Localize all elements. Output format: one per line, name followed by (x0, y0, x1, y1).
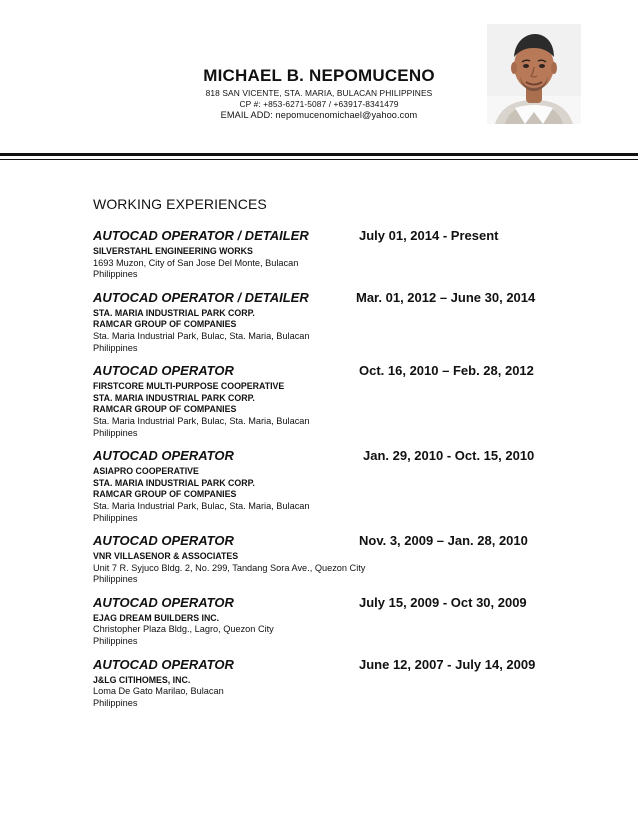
experience-entry (93, 533, 553, 586)
resume-header (0, 0, 638, 150)
experience-entry-header (93, 363, 553, 381)
experience-entry-header (93, 228, 553, 246)
experience-country: Philippines (93, 269, 138, 280)
header-divider-thin (0, 159, 638, 160)
experience-company-group: RAMCAR GROUP OF COMPANIES (93, 319, 237, 330)
experience-agency: FIRSTCORE MULTI-PURPOSE COOPERATIVE (93, 381, 285, 392)
experience-company: J&LG CITIHOMES, INC. (93, 674, 191, 685)
experience-role: AUTOCAD OPERATOR (93, 533, 234, 549)
experience-entry (93, 657, 553, 710)
experience-address: Christopher Plaza Bldg., Lagro, Quezon City (93, 624, 274, 635)
applicant-phone: CP #: +853-6271-5087 / +63917-8341479 (239, 99, 399, 109)
experience-company-group: RAMCAR GROUP OF COMPANIES (93, 404, 237, 415)
experience-address: Sta. Maria Industrial Park, Bulac, Sta. Maria, Bulacan (93, 415, 310, 426)
experience-list (93, 228, 553, 718)
experience-company: STA. MARIA INDUSTRIAL PARK CORP. (93, 392, 255, 403)
experience-entry (93, 228, 553, 281)
experience-entry (93, 448, 553, 524)
experience-role: AUTOCAD OPERATOR / DETAILER (93, 289, 309, 305)
applicant-name: MICHAEL B. NEPOMUCENO (203, 66, 435, 85)
working-experiences-heading: WORKING EXPERIENCES (93, 196, 267, 212)
experience-address: 1693 Muzon, City of San Jose Del Monte, Bulacan (93, 257, 299, 268)
experience-address: Sta. Maria Industrial Park, Bulac, Sta. Maria, Bulacan (93, 330, 310, 341)
experience-role: AUTOCAD OPERATOR (93, 594, 234, 610)
experience-entry (93, 363, 553, 439)
experience-address: Loma De Gato Marilao, Bulacan (93, 686, 224, 697)
experience-date: July 15, 2009 - Oct 30, 2009 (359, 594, 527, 610)
experience-date: July 01, 2014 - Present (359, 228, 499, 243)
experience-address: Unit 7 R. Syjuco Bldg. 2, No. 299, Tandang Sora Ave., Quezon City (93, 562, 366, 573)
experience-role: AUTOCAD OPERATOR (93, 448, 234, 464)
experience-entry-header (93, 533, 553, 551)
experience-entry-header (93, 595, 553, 613)
experience-country: Philippines (93, 574, 138, 585)
experience-entry (93, 595, 553, 648)
experience-date: Mar. 01, 2012 – June 30, 2014 (356, 289, 536, 305)
experience-entry-header (93, 290, 553, 308)
header-divider-thick (0, 153, 638, 156)
experience-company: VNR VILLASENOR & ASSOCIATES (93, 551, 239, 562)
experience-country: Philippines (93, 697, 138, 708)
experience-role: AUTOCAD OPERATOR (93, 656, 234, 672)
experience-role: AUTOCAD OPERATOR / DETAILER (93, 228, 309, 243)
applicant-address: 818 SAN VICENTE, STA. MARIA, BULACAN PHILIPPINES (205, 88, 433, 98)
experience-company: STA. MARIA INDUSTRIAL PARK CORP. (93, 307, 255, 318)
experience-company-group: RAMCAR GROUP OF COMPANIES (93, 489, 237, 500)
profile-photo (487, 24, 581, 124)
experience-role: AUTOCAD OPERATOR (93, 363, 234, 379)
experience-country: Philippines (93, 342, 138, 353)
experience-country: Philippines (93, 427, 138, 438)
experience-date: Oct. 16, 2010 – Feb. 28, 2012 (359, 363, 534, 379)
experience-date: Nov. 3, 2009 – Jan. 28, 2010 (359, 533, 528, 549)
experience-entry-header (93, 657, 553, 675)
experience-date: Jan. 29, 2010 - Oct. 15, 2010 (363, 448, 535, 464)
experience-company: STA. MARIA INDUSTRIAL PARK CORP. (93, 477, 255, 488)
experience-address: Sta. Maria Industrial Park, Bulac, Sta. Maria, Bulacan (93, 500, 310, 511)
experience-agency: ASIAPRO COOPERATIVE (93, 466, 199, 477)
experience-entry (93, 290, 553, 354)
experience-company: SILVERSTAHL ENGINEERING WORKS (93, 246, 253, 256)
experience-entry-header (93, 448, 553, 466)
experience-date: June 12, 2007 - July 14, 2009 (359, 656, 536, 672)
experience-company: EJAG DREAM BUILDERS INC. (93, 612, 220, 623)
experience-country: Philippines (93, 636, 138, 647)
experience-country: Philippines (93, 512, 138, 523)
applicant-email: EMAIL ADD: nepomucenomichael@yahoo.com (220, 110, 418, 120)
